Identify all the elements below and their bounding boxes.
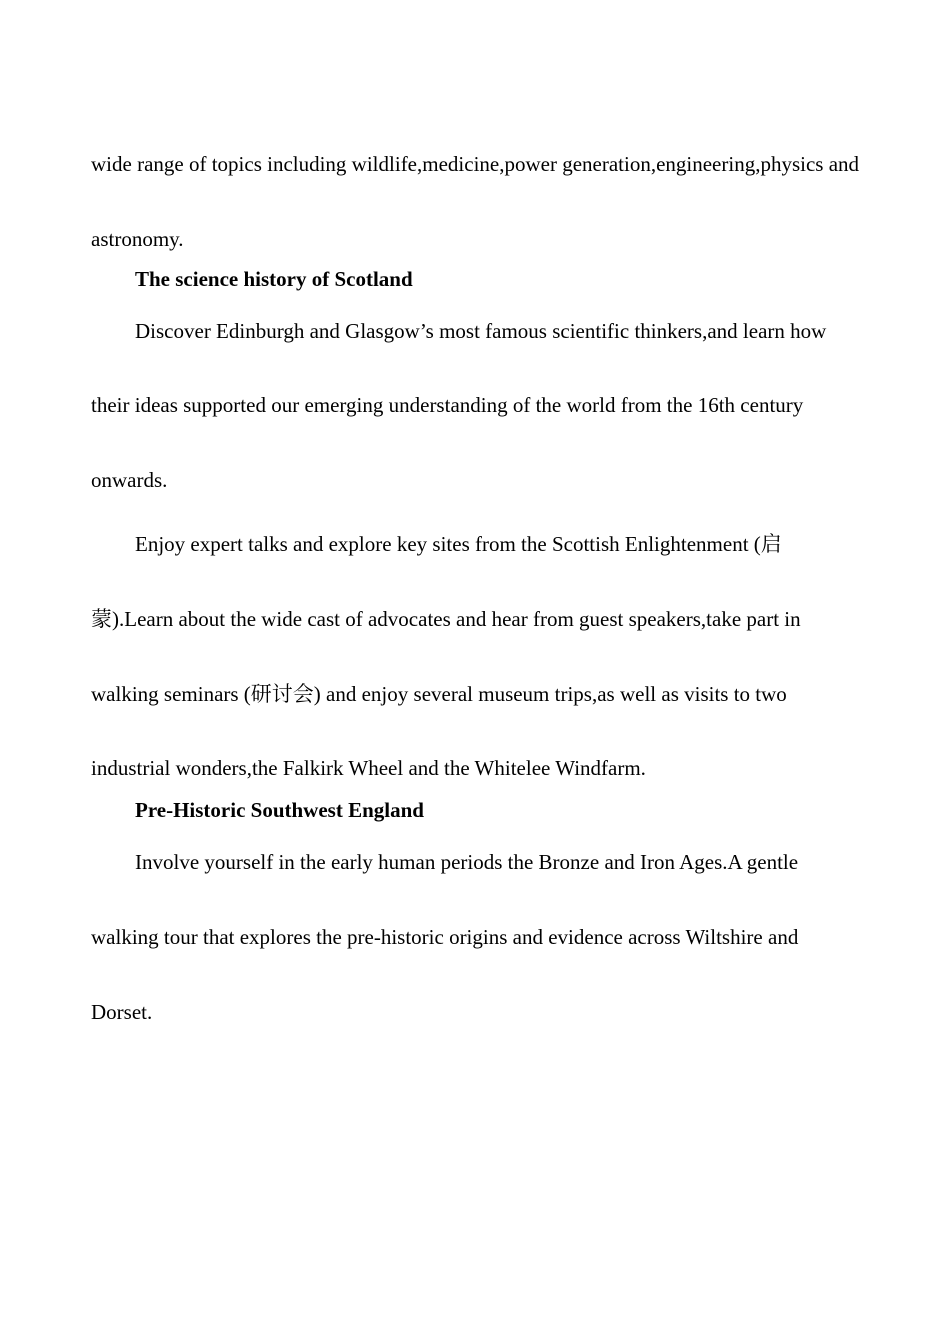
continuation-paragraph: wide range of topics including wildlife,medicine,power generation,engineering,physics and astronomy. [91,152,860,251]
section-heading: The science history of Scotland [135,266,413,291]
section-heading: Pre-Historic Southwest England [135,798,424,823]
section-southwest-england [91,795,861,1049]
section-paragraph: Involve yourself in the early human periods the Bronze and Iron Ages.A gentle walking tour that explores the pre-historic origins and evidence across Wiltshire and Dorset. [91,850,799,1024]
section-scotland [91,264,861,807]
document-body [91,127,861,1039]
section-paragraph: Discover Edinburgh and Glasgow’s most famous scientific thinkers,and learn how their ideas supported our emerging understanding of the world from the 16th century onwards. [91,318,827,493]
section-paragraph: Enjoy expert talks and explore key sites from the Scottish Enlightenment (启蒙).Learn about the wide cast of advocates and hear from guest speakers,take part in walking seminars (研讨会) and enjoy several museum trips,as well as visits to two industrial wonders,the Falkirk Wheel and the Whitelee Windfarm. [91,531,801,781]
